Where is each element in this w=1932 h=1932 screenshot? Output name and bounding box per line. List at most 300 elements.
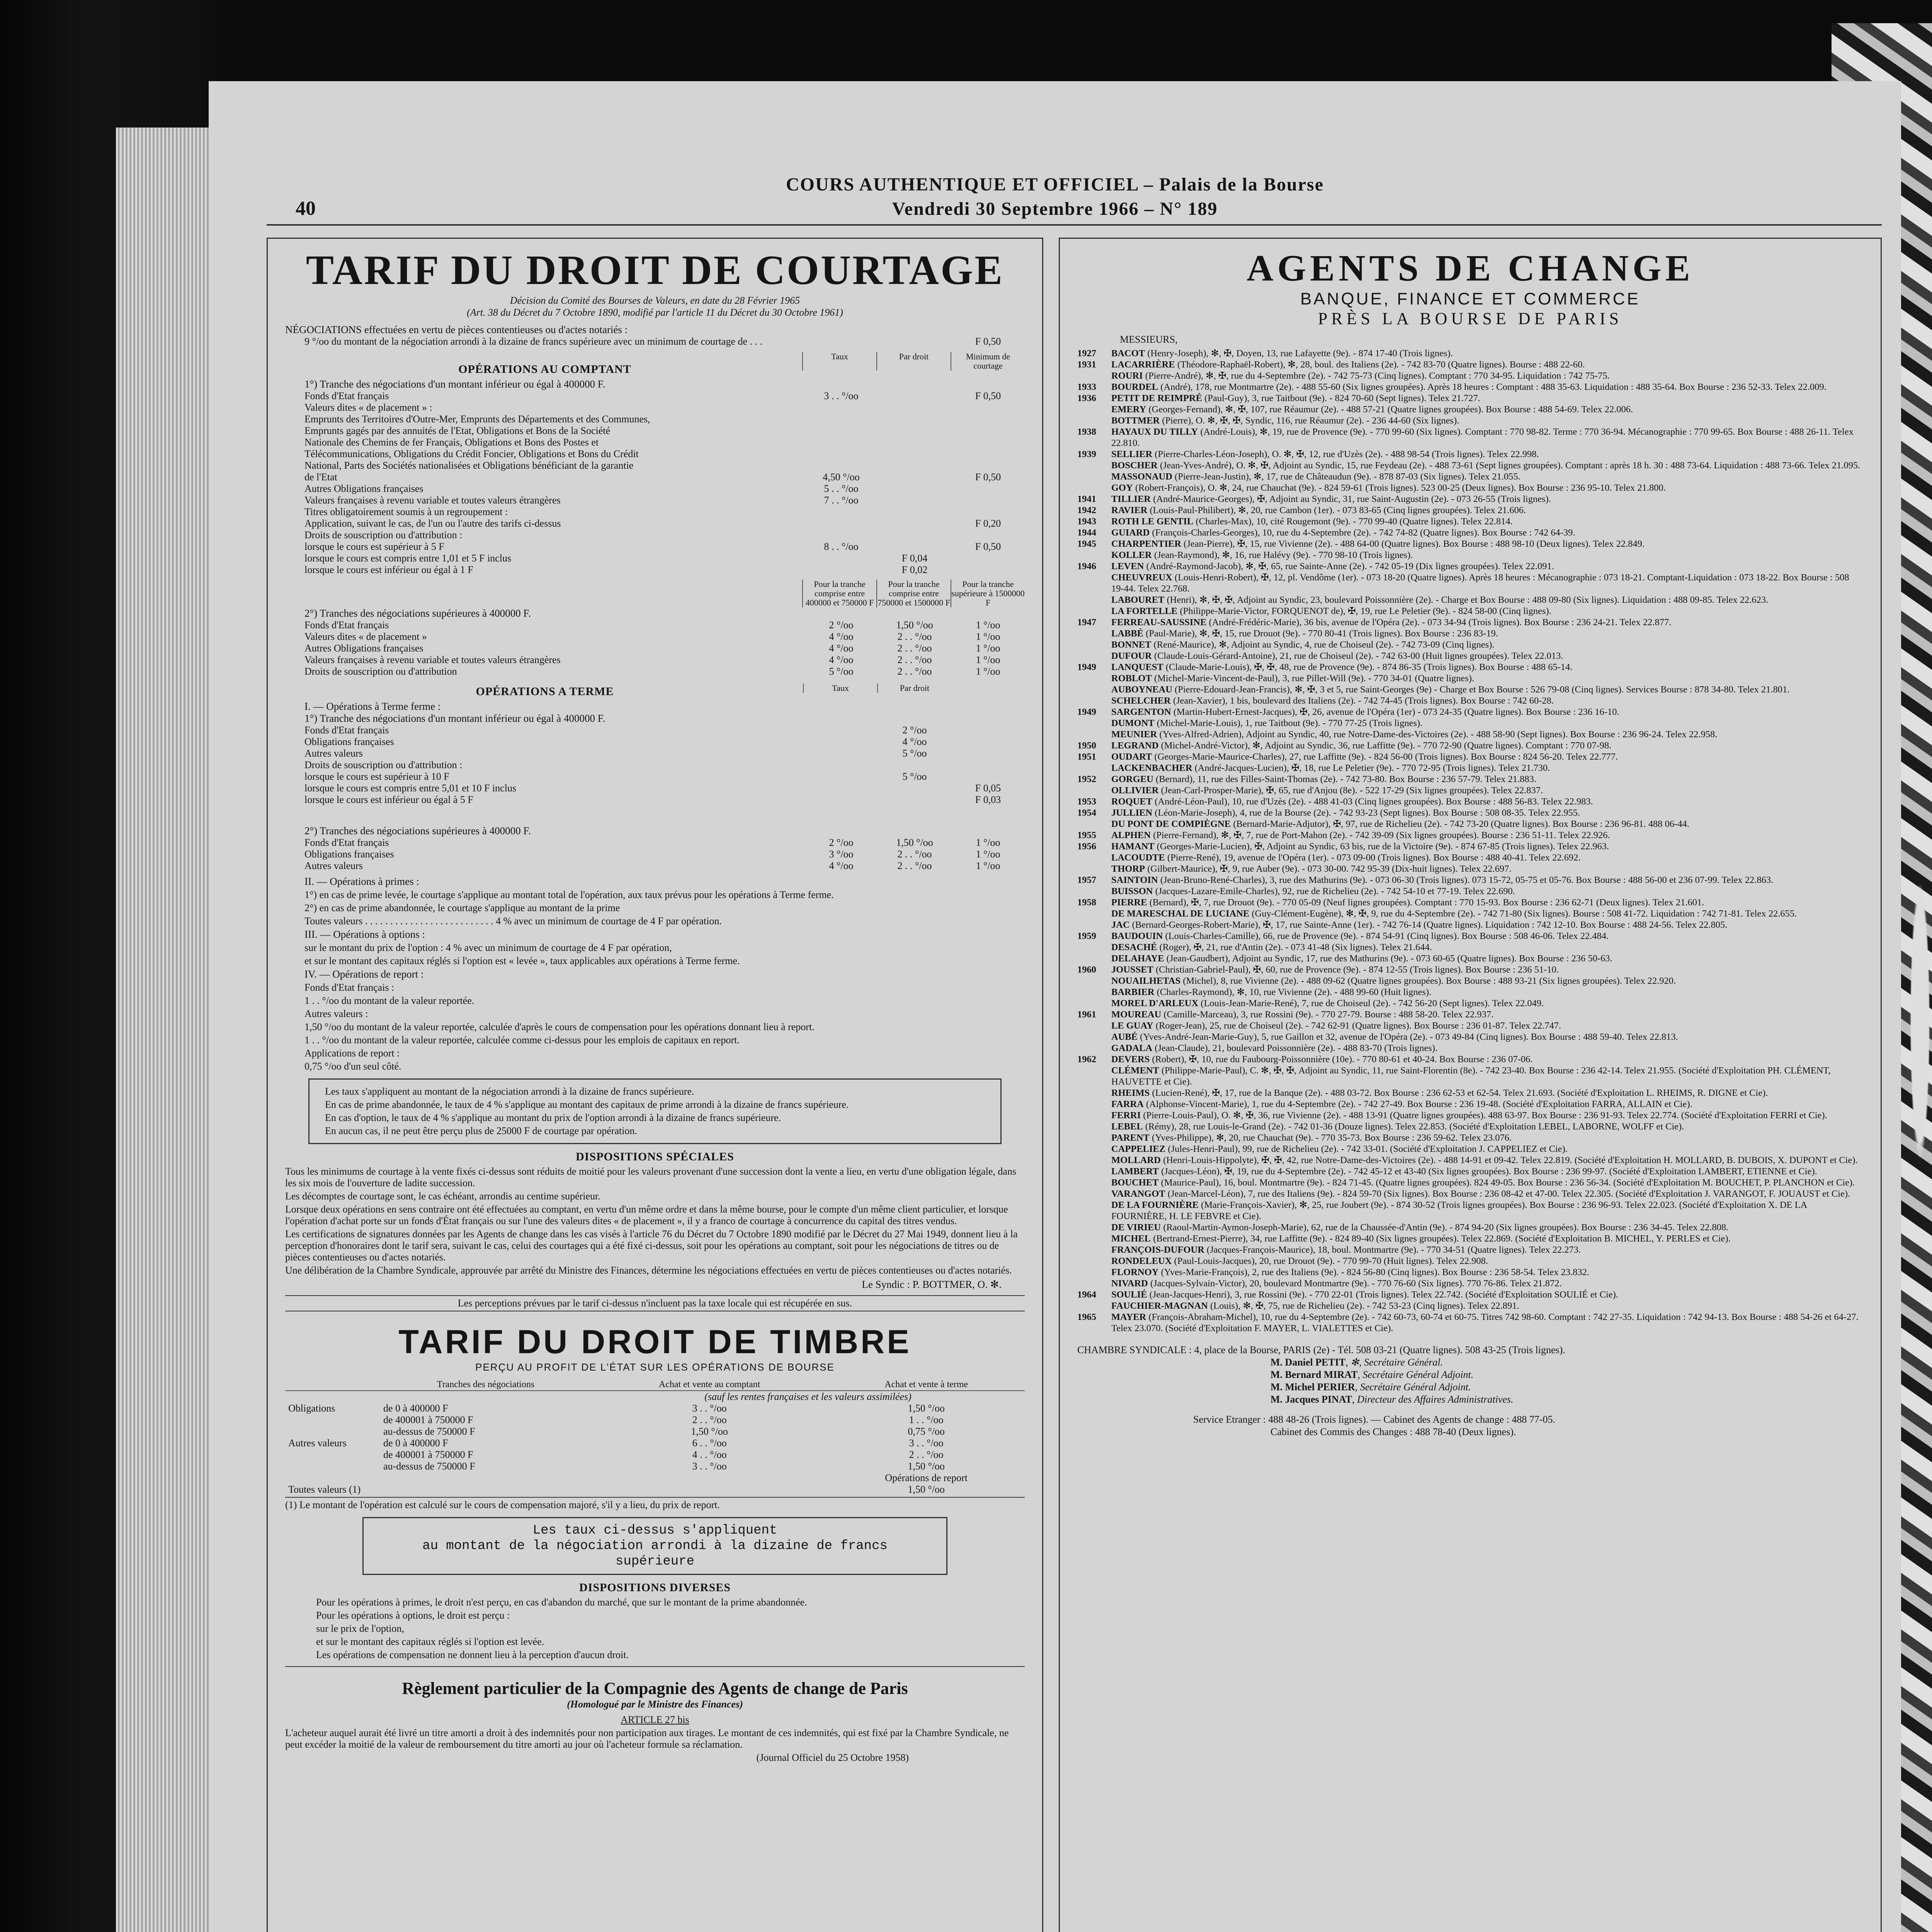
- agent-year: [1077, 729, 1111, 740]
- agent-name: ROQUET: [1111, 796, 1153, 807]
- agent-name: HAMANT: [1111, 841, 1155, 852]
- agent-name: LEBEL: [1111, 1121, 1143, 1132]
- agent-text: [1111, 762, 1863, 774]
- agent-text: [1111, 1233, 1863, 1244]
- agent-entry: [1077, 370, 1863, 381]
- agent-details: (Robert), ✠, 10, rue du Faubourg-Poissonnière (10e). - 770 80-61 et 40-24. Box Bourse : 236 07-06.: [1152, 1054, 1533, 1065]
- staff-name: M. Jacques PINAT: [1270, 1394, 1352, 1405]
- agent-text: [1111, 695, 1863, 706]
- table-row: [285, 518, 1025, 529]
- agent-name: EMERY: [1111, 404, 1146, 415]
- agent-name: CAPPELIEZ: [1111, 1144, 1166, 1154]
- text-line: Pour les opérations à primes, le droit n'est perçu, en cas d'abandon du marché, que sur le montant de la prime abandonnée.: [316, 1597, 807, 1608]
- agent-text: [1111, 1143, 1863, 1155]
- timbre-cell: 3 . . °/oo: [692, 1403, 727, 1414]
- agent-year: [1077, 785, 1111, 796]
- row-value: 4 °/oo: [902, 736, 927, 747]
- row-value: 5 °/oo: [829, 666, 854, 677]
- agent-year: [1077, 1244, 1111, 1255]
- comptant-t2: 2°) Tranches des négociations supérieures à 400000 F.: [304, 607, 531, 619]
- row-label: lorsque le cours est inférieur ou égal à 5 F: [304, 794, 473, 805]
- agent-details: (Jean-Marcel-Léon), 7, rue des Italiens (9e). - 824 59-70 (Six lignes). Box Bourse : 236 08-42 et 47-00. Telex 22.305. (Société d'Exploitation J. VARANGOT, F. JOUAUST et Cie).: [1167, 1189, 1850, 1199]
- page-edges: [116, 128, 213, 1932]
- row-label: Autres valeurs: [304, 748, 363, 759]
- agent-year: [1077, 1143, 1111, 1155]
- agent-year: 1952: [1077, 774, 1096, 784]
- row-value: 4,50 °/oo: [823, 471, 860, 483]
- row-value: [878, 794, 951, 806]
- agent-name: NIVARD: [1111, 1278, 1148, 1289]
- chambre-line: CHAMBRE SYNDICALE : 4, place de la Bourse, PARIS (2e) - Tél. 508 03-21 (Quatre lignes). 508 43-25 (Trois lignes).: [1077, 1344, 1565, 1355]
- agent-year: 1949: [1077, 662, 1096, 672]
- agent-year: [1077, 762, 1111, 774]
- agent-year: [1077, 1155, 1111, 1166]
- text-line: 1,50 °/oo du montant de la valeur reportée, calculée d'après le cours de compensation pour les opérations donnant lieu à report.: [304, 1021, 815, 1032]
- col-par-droit: Par droit: [876, 352, 951, 371]
- text-line: Les taux s'appliquent au montant de la négociation arrondi à la dizaine de francs supérieure.: [325, 1086, 694, 1097]
- agent-details: (Philippe-Marie-Victor, FORQUENOT de), ✠, 19, rue Le Peletier (9e). - 824 58-00 (Cinq lignes).: [1180, 606, 1551, 616]
- agent-details: (Maurice-Paul), 16, boul. Montmartre (9e). - 824 71-45. (Quatre lignes groupées). 824 49-05. Box Bourse : 236 56-34. (Société d'Exploitation M. BOUCHET, P. PLANCHON et Cie).: [1161, 1177, 1855, 1188]
- timbre-table: [285, 1379, 1025, 1495]
- staff-name: M. Michel PERIER: [1270, 1381, 1355, 1393]
- text-line: Applications de report :: [304, 1048, 400, 1059]
- agent-year: 1954: [1077, 808, 1096, 818]
- agent-details: (Jean-Carl-Prosper-Marie), ✠, 65, rue d'Anjou (8e). - 522 17-29 (Six lignes groupées). Telex 22.837.: [1161, 785, 1543, 796]
- row-value: 1,50 °/oo: [896, 619, 933, 631]
- agent-details: (Michel-Marie-Louis), 1, rue Taitbout (9e). - 770 77-25 (Trois lignes).: [1156, 718, 1423, 728]
- staff-entry: [1270, 1393, 1863, 1406]
- agent-details: (Bernard), 11, rue des Filles-Saint-Thomas (2e). - 742 73-80. Box Bourse : 236 57-79. Telex 21.883.: [1156, 774, 1536, 784]
- agent-entry: [1077, 1110, 1863, 1121]
- agent-text: [1111, 751, 1863, 762]
- table-row: [285, 860, 1025, 872]
- agent-year: 1942: [1077, 505, 1096, 515]
- row-value: 3 °/oo: [829, 849, 854, 860]
- agent-details: (Louis-Jean-Marie-René), 7, rue de Choiseul (2e). - 742 56-20 (Sept lignes). Telex 22.049.: [1201, 998, 1544, 1009]
- agent-text: [1111, 381, 1863, 393]
- agent-text: [1111, 1155, 1863, 1166]
- agent-details: (Bertrand-Ernest-Pierre), 34, rue Laffitte (9e). - 824 89-40 (Six lignes groupées). Telex 22.869. (Société d'Exploitation B. MICHEL, Y. PERLES et Cie).: [1153, 1233, 1731, 1244]
- agent-entry: [1077, 740, 1863, 751]
- agent-details: (Bernard), ✠, 7, rue Drouot (9e). - 770 05-09 (Neuf lignes groupées). Comptant : 770 15-93. Box Bourse : 236 62-71 (Deux lignes). Telex 21.601.: [1149, 897, 1704, 908]
- dispositions-speciales-text: [285, 1166, 1025, 1276]
- text-line: Tous les minimums de courtage à la vente fixés ci-dessus sont réduits de moitié pour les valeurs provenant d'une succession dont la vente a lieu, en vertu d'une obligation légale, dans les six mois de l'ouverture de ladite succession.: [285, 1166, 1017, 1189]
- agent-year: [1077, 639, 1111, 650]
- agent-details: (Jean-Jacques-Henri), 3, rue Rossini (9e). - 770 22-01 (Trois lignes). Telex 22.742. (Société d'Exploitation SOULIÉ et Cie).: [1149, 1289, 1618, 1300]
- agent-name: SELLIER: [1111, 449, 1153, 459]
- row-label: lorsque le cours est inférieur ou égal à 1 F: [304, 564, 473, 575]
- agent-details: (Pierre-Jean-Justin), ✻, 17, rue de Châteaudun (9e). - 878 87-03 (Six lignes). Telex 21.055.: [1175, 471, 1520, 482]
- agent-entry: [1077, 449, 1863, 460]
- agent-entry: [1077, 404, 1863, 415]
- agent-details: (Rémy), 28, rue Louis-le-Grand (2e). - 742 01-36 (Douze lignes). Telex 22.853. (Société d'Exploitation LEBEL, LABORNE, WOLFF et Cie).: [1145, 1121, 1684, 1132]
- timbre-cell: 0,75 °/oo: [908, 1426, 945, 1437]
- timbre-box-line2: au montant de la négociation arrondi à la dizaine de francs supérieure: [422, 1539, 888, 1569]
- agent-name: LACARRIÈRE: [1111, 359, 1175, 370]
- row-value: 8 . . °/oo: [824, 541, 859, 552]
- col-tranche-3: Pour la tranche supérieure à 1500000 F: [951, 580, 1025, 607]
- agent-name: DU PONT DE COMPIÈGNE: [1111, 819, 1231, 829]
- timbre-cell: 1,50 °/oo: [908, 1461, 945, 1472]
- agent-name: BOTTMER: [1111, 415, 1160, 426]
- row-value: [878, 782, 951, 794]
- agent-entry: [1077, 751, 1863, 762]
- agent-name: MOREL D'ARLEUX: [1111, 998, 1199, 1009]
- agent-year: 1953: [1077, 796, 1096, 807]
- agent-text: [1111, 572, 1863, 594]
- agent-year: 1938: [1077, 427, 1096, 437]
- agent-year: [1077, 572, 1111, 594]
- timbre-cell: [285, 1461, 380, 1472]
- agent-entry: [1077, 460, 1863, 471]
- text-line: Autres valeurs :: [304, 1008, 368, 1019]
- row-label: de l'Etat: [304, 471, 337, 483]
- agent-text: [1111, 527, 1863, 538]
- row-value: 2 . . °/oo: [897, 849, 932, 860]
- agent-text: [1111, 706, 1863, 718]
- agent-entry: [1077, 863, 1863, 874]
- agent-entry: [1077, 617, 1863, 628]
- header-rule: [267, 224, 1882, 226]
- table-row: [285, 759, 1025, 771]
- agent-name: CHARPENTIER: [1111, 539, 1182, 549]
- agent-details: (Charles-Max), 10, cité Rougemont (9e). - 770 99-40 (Quatre lignes). Telex 22.814.: [1196, 516, 1513, 527]
- timbre-note1: (1) Le montant de l'opération est calculé sur le cours de compensation majoré, s'il y a lieu, du prix de report.: [285, 1497, 1025, 1511]
- table-row: [285, 564, 1025, 576]
- agent-details: (Robert-François), O. ✻, 24, rue Chauchat (9e). - 824 59-61 (Trois lignes). 523 00-25 (Deux lignes). Box Bourse : 236 95-10. Telex 21.800.: [1135, 483, 1666, 493]
- agent-entry: [1077, 785, 1863, 796]
- agent-entry: [1077, 807, 1863, 818]
- row-value: [951, 460, 1025, 471]
- agent-name: GADALA: [1111, 1043, 1153, 1053]
- row-value: [878, 437, 951, 448]
- col-taux: Taux: [802, 352, 876, 371]
- agent-entry: [1077, 1267, 1863, 1278]
- agent-entry: [1077, 1188, 1863, 1199]
- agent-details: (Louis), ✻, ✠, 75, rue de Richelieu (2e). - 742 53-23 (Cinq lignes). Telex 22.891.: [1210, 1301, 1519, 1311]
- agent-name: GUIARD: [1111, 527, 1150, 538]
- agent-details: (Théodore-Raphaël-Robert), ✻, 28, boul. des Italiens (2e). - 742 83-70 (Quatre lignes). Bourse : 488 22-60.: [1177, 359, 1585, 370]
- agent-entry: [1077, 1222, 1863, 1233]
- agent-details: (Roger-Jean), 25, rue de Choiseul (2e). - 742 62-91 (Quatre lignes). Box Bourse : 236 01-87. Telex 22.747.: [1155, 1020, 1561, 1031]
- agent-details: (Jacques-Léon), ✠, 19, rue du 4-Septembre (2e). - 742 45-12 et 43-40 (Six lignes groupées). Box Bourse : 236 99-97. (Société d'Exploitation LAMBERT, ETIENNE et Cie).: [1161, 1166, 1817, 1177]
- agent-text: [1111, 886, 1863, 897]
- agent-text: [1111, 673, 1863, 684]
- row-value: 2 . . °/oo: [897, 654, 932, 665]
- agent-text: [1111, 852, 1863, 863]
- agent-details: (André-Jacques-Lucien), ✠, 18, rue Le Peletier (9e). - 770 72-95 (Trois lignes). Telex 21.730.: [1194, 763, 1550, 773]
- agent-text: [1111, 1289, 1863, 1300]
- comptant-heading: OPÉRATIONS AU COMPTANT: [458, 363, 631, 376]
- terme-table-2: [285, 837, 1025, 872]
- agent-entry: [1077, 1132, 1863, 1143]
- row-label: Droits de souscription ou d'attribution :: [304, 529, 463, 541]
- row-value: [951, 425, 1025, 437]
- toutes-valeurs: Toutes valeurs (1): [288, 1484, 361, 1495]
- text-line: et sur le montant des capitaux réglés si l'option est levée.: [316, 1636, 544, 1647]
- agent-year: 1950: [1077, 740, 1096, 751]
- agent-year: 1949: [1077, 707, 1096, 717]
- agent-entry: [1077, 605, 1863, 617]
- text-line: sur le montant du prix de l'option : 4 % avec un minimum de courtage de 4 F par opération,: [304, 942, 672, 953]
- agent-name: ROTH LE GENTIL: [1111, 516, 1194, 527]
- agent-entry: [1077, 538, 1863, 549]
- agent-year: [1077, 460, 1111, 471]
- row-value: [804, 506, 878, 518]
- row-value: [878, 483, 951, 495]
- row-value: [951, 771, 1025, 782]
- agent-text: [1111, 975, 1863, 986]
- agent-year: [1077, 370, 1111, 381]
- row-value: 1 °/oo: [976, 849, 1000, 860]
- agent-entry: [1077, 493, 1863, 505]
- agent-details: (Paul-Louis-Jacques), 20, rue Drouot (9e). - 770 99-70 (Huit lignes). Telex 22.908.: [1174, 1256, 1488, 1266]
- row-value: 2 . . °/oo: [897, 631, 932, 642]
- agent-year: [1077, 998, 1111, 1009]
- text-line: Les certifications de signatures données par les Agents de change dans les cas visés à l'article 76 du Décret du 7 Octobre 1890 modifié par le Décret du 27 Mai 1949, donnent lieu à la perception d'honoraires dont le tarif sera, suivant le cas, celui des courtages qui a été fixé ci-dessus, soit pour les opérations au comptant, soit pour les négociations de titres ou de pièces contentieuses ou d'actes notariés.: [285, 1228, 1018, 1263]
- agent-name: JULLIEN: [1111, 808, 1153, 818]
- agent-year: 1945: [1077, 539, 1096, 549]
- row-value: [951, 724, 1025, 736]
- agent-name: SOULIÉ: [1111, 1289, 1147, 1300]
- row-label: Emprunts des Territoires d'Outre-Mer, Emprunts des Départements et des Communes,: [304, 413, 650, 425]
- agent-year: 1936: [1077, 393, 1096, 403]
- timbre-cell: de 400001 à 750000 F: [383, 1449, 473, 1460]
- row-value: 2 . . °/oo: [897, 643, 932, 654]
- row-value: [951, 736, 1025, 748]
- row-value: F 0,50: [975, 390, 1001, 401]
- agent-year: [1077, 415, 1111, 426]
- dispositions-speciales-heading: DISPOSITIONS SPÉCIALES: [576, 1150, 734, 1163]
- agent-year: [1077, 1255, 1111, 1267]
- agent-details: (Michel-André-Victor), ✻, Adjoint au Syndic, 36, rue Laffitte (9e). - 770 72-90 (Quatre lignes). Comptant : 770 07-98.: [1161, 740, 1612, 751]
- agent-entry: [1077, 359, 1863, 370]
- negociations-line: 9 °/oo du montant de la négociation arrondi à la dizaine de francs supérieure avec un minimum de courtage de . . .: [304, 336, 763, 347]
- staff-entry: [1270, 1369, 1863, 1381]
- agent-text: [1111, 370, 1863, 381]
- agent-year: [1077, 471, 1111, 482]
- agent-details: (Jules-Henri-Paul), 99, rue de Richelieu (2e). - 742 33-01. (Société d'Exploitation J. CAPPELIEZ et Cie).: [1168, 1144, 1568, 1154]
- agent-year: [1077, 718, 1111, 729]
- agent-entry: [1077, 695, 1863, 706]
- agent-details: (Pierre-Charles-Léon-Joseph), O. ✻, ✠, 12, rue d'Uzès (2e). - 488 98-54 (Trois lignes). Telex 22.998.: [1155, 449, 1539, 459]
- cabinet-line: Cabinet des Commis des Changes : 488 78-40 (Deux lignes).: [1270, 1426, 1516, 1437]
- agent-name: GOY: [1111, 483, 1133, 493]
- table-row: [285, 849, 1025, 860]
- agent-year: [1077, 863, 1111, 874]
- agent-entry: [1077, 1233, 1863, 1244]
- agent-text: [1111, 1099, 1863, 1110]
- row-value: [878, 460, 951, 471]
- agent-year: 1946: [1077, 561, 1096, 571]
- agent-name: ROURI: [1111, 371, 1143, 381]
- agent-details: (Raoul-Martin-Aymon-Joseph-Marie), 62, rue de la Chaussée-d'Antin (9e). - 874 94-20 (Six lignes groupées). Box Bourse : 236 34-45. Telex 22.808.: [1163, 1222, 1729, 1233]
- agent-text: [1111, 1121, 1863, 1132]
- agent-text: [1111, 863, 1863, 874]
- agent-text: [1111, 1177, 1863, 1188]
- table-row: [285, 837, 1025, 849]
- agent-name: BONNET: [1111, 639, 1151, 650]
- timbre-cell: 3 . . °/oo: [909, 1437, 944, 1449]
- agent-entry: [1077, 1043, 1863, 1054]
- text-line: Pour les opérations à options, le droit est perçu :: [316, 1610, 510, 1621]
- agent-year: [1077, 1166, 1111, 1177]
- agent-text: [1111, 1031, 1863, 1043]
- reglement-journal: (Journal Officiel du 25 Octobre 1958): [756, 1752, 909, 1763]
- agent-details: (Jacques-Sylvain-Victor), 20, boulevard Montmartre (9e). - 770 76-60 (Six lignes). 770 76-86. Telex 21.872.: [1150, 1278, 1562, 1289]
- agent-text: [1111, 594, 1863, 605]
- agent-details: (Yves-Philippe), ✻, 20, rue Chauchat (9e). - 770 35-73. Box Bourse : 236 59-62. Telex 23.076.: [1152, 1133, 1512, 1143]
- agent-name: SAINTOIN: [1111, 875, 1158, 885]
- agent-year: 1941: [1077, 494, 1096, 504]
- table-row: [285, 553, 1025, 564]
- timbre-cell: 6 . . °/oo: [692, 1437, 727, 1449]
- text-line: En cas d'option, le taux de 4 % s'applique au montant du prix de l'option arrondi à la dizaine de francs supérieure.: [325, 1112, 781, 1123]
- agent-details: (Lucien-René), ✠, 17, rue de la Banque (2e). - 488 03-72. Box Bourse : 236 62-53 et 62-54. Telex 21.693. (Société d'Exploitation L. RHEIMS, R. DIGNE et Cie).: [1152, 1088, 1768, 1098]
- row-value: [951, 448, 1025, 460]
- agent-text: [1111, 874, 1863, 886]
- agent-details: (Claude-Marie-Louis), ✠, ✠, 48, rue de Provence (9e). - 874 86-35 (Trois lignes). Box Bourse : 488 65-14.: [1165, 662, 1573, 672]
- agent-text: [1111, 628, 1863, 639]
- agent-text: [1111, 1166, 1863, 1177]
- row-value: 2 °/oo: [829, 837, 854, 848]
- text-line: Fonds d'Etat français :: [304, 982, 395, 993]
- row-label: Droits de souscription ou d'attribution :: [304, 759, 463, 770]
- row-value: 1 °/oo: [976, 837, 1000, 848]
- agent-details: (Pierre-Edouard-Jean-Francis), ✻, ✠, 3 et 5, rue Saint-Georges (9e) - Charge et Box Bourse : 526 79-08 (Cinq lignes). Services Bourse : 878 34-80. Telex 21.801.: [1175, 684, 1790, 695]
- agent-text: [1111, 897, 1863, 908]
- agent-name: MICHEL: [1111, 1233, 1151, 1244]
- agent-entry: [1077, 1121, 1863, 1132]
- text-line: 1°) en cas de prime levée, le courtage s'applique au montant total de l'opération, aux taux prévus pour les opérations à Terme ferme.: [304, 889, 834, 900]
- agent-entry: [1077, 796, 1863, 807]
- right-column: [1059, 238, 1882, 1932]
- agent-text: [1111, 953, 1863, 964]
- row-value: 5 . . °/oo: [824, 483, 859, 494]
- options-lines: [285, 942, 1025, 967]
- row-label: Fonds d'Etat français: [304, 390, 389, 401]
- agent-details: (Roger), ✠, 21, rue d'Antin (2e). - 073 41-48 (Six lignes). Telex 21.644.: [1159, 942, 1432, 952]
- agent-name: HAYAUX DU TILLY: [1111, 427, 1198, 437]
- agent-name: FERRI: [1111, 1110, 1141, 1121]
- timbre-cell: Autres valeurs: [288, 1437, 347, 1449]
- text-line: 2°) en cas de prime abandonnée, le courtage s'applique au montant de la prime: [304, 902, 620, 913]
- agent-name: OUDART: [1111, 752, 1152, 762]
- timbre-cell: de 0 à 400000 F: [383, 1403, 448, 1414]
- agent-text: [1111, 740, 1863, 751]
- timbre-cell: au-dessus de 750000 F: [383, 1461, 475, 1472]
- agent-details: (Léon-Marie-Joseph), 4, rue de la Bourse (2e). - 742 93-23 (Sept lignes). Box Bourse : 508 08-35. Telex 22.955.: [1155, 808, 1580, 818]
- agent-entry: [1077, 1255, 1863, 1267]
- dispositions-diverses-heading: DISPOSITIONS DIVERSES: [579, 1581, 731, 1594]
- row-value: 5 °/oo: [902, 771, 927, 782]
- row-value: [804, 518, 878, 529]
- agent-year: 1943: [1077, 516, 1096, 527]
- agent-details: (Henri), ✻, ✠, ✠, Adjoint au Syndic, 23, boulevard Poissonnière (2e). - Charge et Box Bourse : 488 09-80 (Six lignes). Liquidation : 488 09-85. Telex 22.623.: [1167, 595, 1769, 605]
- row-value: 2 °/oo: [902, 724, 927, 736]
- row-value: 2 . . °/oo: [897, 666, 932, 677]
- agent-year: [1077, 650, 1111, 662]
- agent-year: 1933: [1077, 382, 1096, 392]
- agent-entry: [1077, 818, 1863, 830]
- row-label: Fonds d'Etat français: [304, 837, 389, 848]
- agent-details: (Jean-Pierre), ✠, 15, rue Vivienne (2e). - 488 64-00 (Quatre lignes). Box Bourse : 488 98-10 (Deux lignes). Telex 22.849.: [1184, 539, 1645, 549]
- agent-name: LE GUAY: [1111, 1020, 1153, 1031]
- table-row: [285, 471, 1025, 483]
- agent-entry: [1077, 393, 1863, 404]
- row-value: 1 °/oo: [976, 666, 1000, 677]
- terme-fermes: I. — Opérations à Terme ferme :: [304, 701, 441, 712]
- terme-table: [285, 724, 1025, 806]
- agent-name: DESACHÉ: [1111, 942, 1157, 952]
- row-value: 1 °/oo: [976, 860, 1000, 871]
- agent-details: (Henry-Joseph), ✻, ✠, Doyen, 13, rue Lafayette (9e). - 874 17-40 (Trois lignes).: [1147, 348, 1453, 359]
- agent-details: (André-Maurice-Georges), ✠, Adjoint au Syndic, 31, rue Saint-Augustin (2e). - 073 26-55 (Trois lignes).: [1153, 494, 1551, 504]
- agent-year: [1077, 886, 1111, 897]
- row-value: 1 °/oo: [976, 619, 1000, 631]
- row-value: [951, 553, 1025, 564]
- reglement-text: L'acheteur auquel aurait été livré un titre amorti a droit à des indemnités pour non participation aux tirages. Le montant de ces indemnités, qui est fixé par la Chambre Syndicale, ne peut excéder la moitié de la valeur de remboursement du titre amorti au jour où l'acheteur formule sa réclamation.: [285, 1727, 1009, 1750]
- reglement-article: ARTICLE 27 bis: [621, 1714, 689, 1725]
- terme-t1: 1°) Tranche des négociations d'un montant inférieur ou égal à 400000 F.: [304, 713, 605, 724]
- agent-entry: [1077, 1099, 1863, 1110]
- agent-year: [1077, 1132, 1111, 1143]
- agent-name: DEVERS: [1111, 1054, 1150, 1065]
- agent-entry: [1077, 1289, 1863, 1300]
- agent-text: [1111, 639, 1863, 650]
- comptant-t1: 1°) Tranche des négociations d'un montant inférieur ou égal à 400000 F.: [304, 378, 605, 390]
- row-label: lorsque le cours est compris entre 1,01 et 5 F inclus: [304, 553, 512, 564]
- agent-text: [1111, 796, 1863, 807]
- agent-entry: [1077, 1300, 1863, 1311]
- agent-entry: [1077, 919, 1863, 930]
- row-value: F 0,20: [975, 518, 1001, 529]
- agent-year: [1077, 1110, 1111, 1121]
- timbre-note-row: [285, 1391, 1025, 1403]
- table-row: [285, 541, 1025, 553]
- col-minimum: Minimum de courtage: [951, 352, 1025, 371]
- timbre-cell: 2 . . °/oo: [692, 1414, 727, 1425]
- agent-name: LANQUEST: [1111, 662, 1163, 672]
- agent-year: [1077, 628, 1111, 639]
- agent-text: [1111, 348, 1863, 359]
- agent-entry: [1077, 415, 1863, 426]
- text-line: En cas de prime abandonnée, le taux de 4 % s'applique au montant des capitaux de prime arrondi à la dizaine de francs supérieure.: [325, 1099, 849, 1110]
- agent-year: [1077, 942, 1111, 953]
- agent-name: LAMBERT: [1111, 1166, 1159, 1177]
- agent-details: (François-Charles-Georges), 10, rue du 4-Septembre (2e). - 742 74-82 (Quatre lignes). Box Bourse : 742 64-39.: [1152, 527, 1575, 538]
- agent-text: [1111, 482, 1863, 493]
- table-row: [285, 402, 1025, 413]
- staff-entry: [1270, 1381, 1863, 1393]
- row-label: lorsque le cours est supérieur à 5 F: [304, 541, 444, 552]
- agent-details: (Jean-Raymond), ✻, 16, rue Halévy (9e). - 770 98-10 (Trois lignes).: [1154, 550, 1413, 560]
- agent-entry: [1077, 549, 1863, 561]
- agent-year: [1077, 1087, 1111, 1099]
- row-value: [878, 518, 951, 529]
- row-label: Obligations françaises: [304, 849, 394, 860]
- row-value: [878, 495, 951, 506]
- agent-details: (Pierre-Louis-Paul), O. ✻, ✠, 36, rue Vivienne (2e). - 488 13-91 (Quatre lignes groupées). 488 63-97. Box Bourse : 236 91-93. Telex 22.774. (Société d'Exploitation FERRI et Cie).: [1143, 1110, 1827, 1121]
- page-header: [209, 174, 1901, 219]
- table-row: [285, 390, 1025, 402]
- table-row: [285, 460, 1025, 471]
- agent-name: MEUNIER: [1111, 729, 1157, 740]
- row-label: Application, suivant le cas, de l'un ou l'autre des tarifs ci-dessus: [304, 518, 561, 529]
- agent-year: [1077, 986, 1111, 998]
- agents-sub1: BANQUE, FINANCE ET COMMERCE: [1300, 289, 1640, 308]
- col-tranche-1: Pour la tranche comprise entre 400000 et 750000 F: [802, 580, 876, 607]
